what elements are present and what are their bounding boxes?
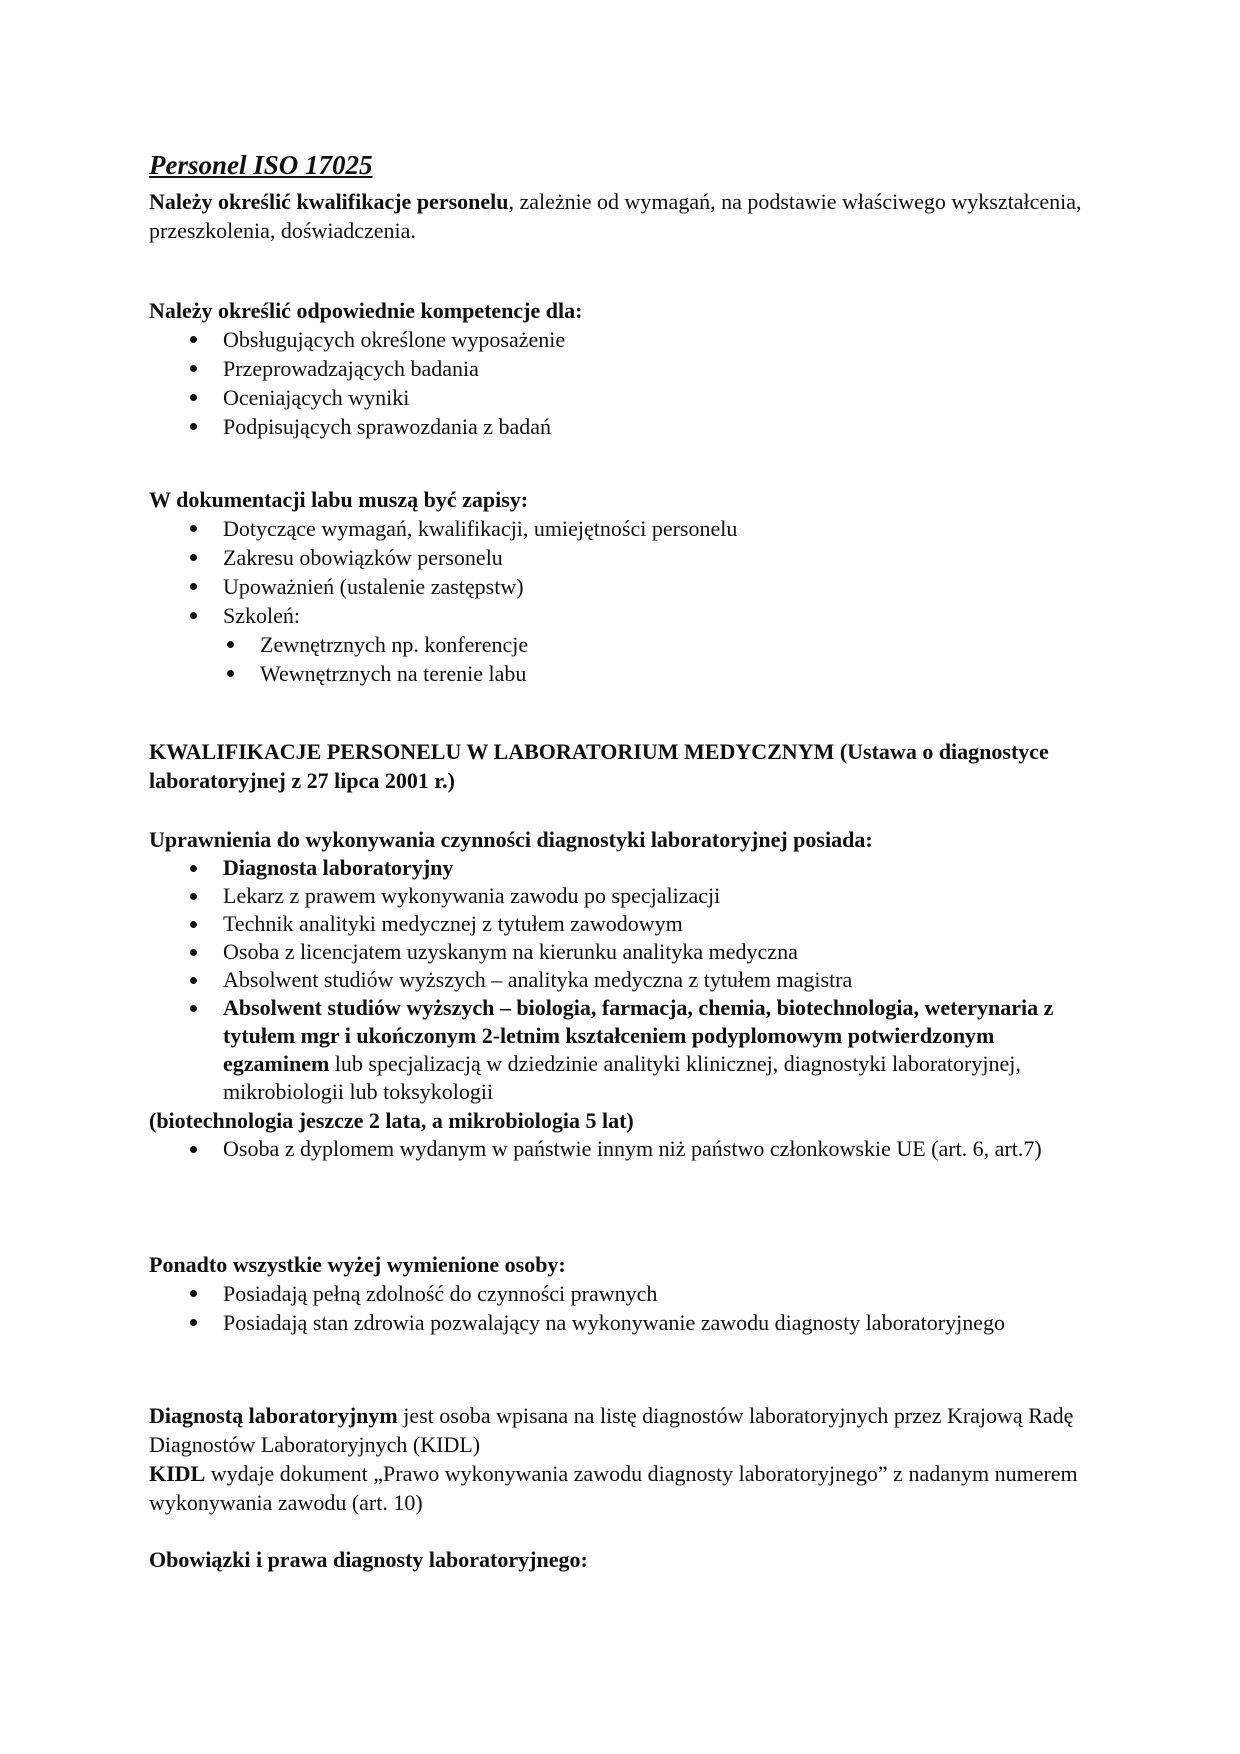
list-item: Osoba z licencjatem uzyskanym na kierunku analityka medyczna <box>149 938 1094 966</box>
list-item: Zewnętrznych np. konferencje <box>149 630 1094 659</box>
list-item: Lekarz z prawem wykonywania zawodu po specjalizacji <box>149 882 1094 910</box>
list-item: Podpisujących sprawozdania z badań <box>149 412 1094 441</box>
records-list <box>149 514 1094 630</box>
records-heading: W dokumentacji labu muszą być zapisy: <box>149 487 529 512</box>
permissions-list-cont <box>149 1135 1094 1163</box>
list-item: Posiadają stan zdrowia pozwalający na wykonywanie zawodu diagnosty laboratoryjnego <box>149 1308 1094 1337</box>
list-item: Przeprowadzających badania <box>149 354 1094 383</box>
trainings-list <box>149 630 1094 688</box>
list-item: Absolwent studiów wyższych – analityka medyczna z tytułem magistra <box>149 966 1094 994</box>
list-item: Diagnosta laboratoryjny <box>149 854 1094 882</box>
item6-bold: Absolwent studiów wyższych – biologia, farmacja, chemia, biotechnologia, weterynaria z tytułem mgr i ukończonym 2-letnim kształceniem podyplomowym potwierdzonym egzaminem <box>223 995 1054 1076</box>
permissions-section <box>149 825 1094 1163</box>
additionally-heading: Ponadto wszystkie wyżej wymienione osoby: <box>149 1252 566 1277</box>
intro-lead: Należy określić kwalifikacje personelu <box>149 189 509 214</box>
permissions-note: (biotechnologia jeszcze 2 lata, a mikrobiologia 5 lat) <box>149 1108 634 1133</box>
definition-paragraph <box>149 1401 1094 1459</box>
list-item: Osoba z dyplomem wydanym w państwie innym niż państwo członkowskie UE (art. 6, art.7) <box>149 1135 1094 1163</box>
list-item: Oceniających wyniki <box>149 383 1094 412</box>
duties-heading: Obowiązki i prawa diagnosty laboratoryjnego: <box>149 1547 588 1572</box>
definition-text: jest osoba wpisana na listę diagnostów laboratoryjnych przez Krajową Radę Diagnostów Laboratoryjnych (KIDL) <box>149 1403 1074 1457</box>
list-item: Szkoleń: <box>149 601 1094 630</box>
intro-rest: , zależnie od wymagań, na podstawie właściwego wykształcenia, przeszkolenia, doświadczenia. <box>149 189 1082 243</box>
permissions-list <box>149 854 1094 1106</box>
list-item: Upoważnień (ustalenie zastępstw) <box>149 572 1094 601</box>
kidl-paragraph <box>149 1459 1094 1517</box>
kidl-text: wydaje dokument „Prawo wykonywania zawodu diagnosty laboratoryjnego” z nadanym numerem wykonywania zawodu (art. 10) <box>149 1461 1078 1515</box>
list-item: Posiadają pełną zdolność do czynności prawnych <box>149 1279 1094 1308</box>
additionally-list <box>149 1279 1094 1337</box>
competences-section <box>149 296 1094 441</box>
list-item <box>149 994 1094 1106</box>
competences-heading: Należy określić odpowiednie kompetencje dla: <box>149 298 583 323</box>
page-title: Personel ISO 17025 <box>149 150 373 180</box>
list-item: Wewnętrznych na terenie labu <box>149 659 1094 688</box>
kidl-term: KIDL <box>149 1461 206 1486</box>
additionally-section <box>149 1250 1094 1337</box>
definition-section <box>149 1401 1094 1517</box>
permissions-heading: Uprawnienia do wykonywania czynności diagnostyki laboratoryjnej posiada: <box>149 827 873 852</box>
list-item: Obsługujących określone wyposażenie <box>149 325 1094 354</box>
competences-list <box>149 325 1094 441</box>
definition-term: Diagnostą laboratoryjnym <box>149 1403 398 1428</box>
qualifications-heading: KWALIFIKACJE PERSONELU W LABORATORIUM MEDYCZNYM (Ustawa o diagnostyce laboratoryjnej z 27 lipca 2001 r.) <box>149 739 1049 793</box>
list-item: Dotyczące wymagań, kwalifikacji, umiejętności personelu <box>149 514 1094 543</box>
records-section <box>149 485 1094 688</box>
list-item: Technik analityki medycznej z tytułem zawodowym <box>149 910 1094 938</box>
list-item: Zakresu obowiązków personelu <box>149 543 1094 572</box>
item6-rest: lub specjalizacją w dziedzinie analityki klinicznej, diagnostyki laboratoryjnej, mikrobiologii lub toksykologii <box>223 1051 1021 1104</box>
intro-paragraph <box>149 187 1094 245</box>
